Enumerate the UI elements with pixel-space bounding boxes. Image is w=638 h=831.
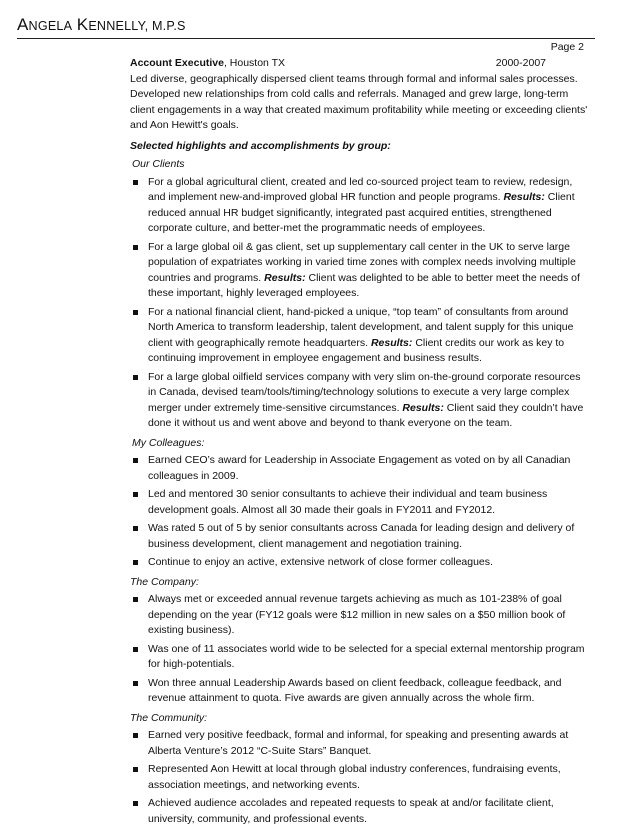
bullet-icon — [133, 801, 138, 806]
results-label: Results: — [370, 336, 413, 349]
bullet-icon — [133, 492, 138, 497]
highlights-heading: Selected highlights and accomplishments by group: — [130, 139, 391, 152]
item-text: For a large global oil & gas client, set up supplementary call center in the UK to serve large population of expatriates working in varied time zones with complex needs involving multiple countries and programs. — [148, 240, 576, 284]
job-title: Account Executive — [130, 57, 224, 69]
group-title-colleagues: My Colleagues: — [132, 436, 205, 449]
colleagues-list — [130, 453, 590, 571]
bullet-icon — [133, 597, 138, 602]
list-item — [130, 175, 590, 237]
list-item — [130, 796, 590, 827]
list-item — [130, 762, 590, 793]
group-title-clients: Our Clients — [132, 158, 185, 170]
item-text: Won three annual Leadership Awards based on client feedback, colleague feedback, and revenue attainment to quota. Five awards are given annually across the whole firm. — [148, 676, 562, 704]
community-list — [130, 728, 590, 827]
results-label: Results: — [402, 401, 444, 414]
bullet-icon — [133, 681, 138, 686]
bullet-icon — [133, 560, 138, 565]
list-item — [130, 676, 590, 707]
bullet-icon — [133, 647, 138, 652]
page-number: Page 2 — [550, 41, 584, 53]
bullet-icon — [133, 733, 138, 738]
item-text: Was one of 11 associates world wide to be selected for a special external mentorship program for high-potentials. — [148, 642, 585, 670]
list-item — [130, 728, 590, 759]
item-text: Always met or exceeded annual revenue targets achieving as much as 101-238% of goal depending on the year (FY12 goals were $12 million in new sales on a $50 million book of existing business). — [148, 593, 566, 636]
list-item — [130, 487, 590, 518]
name-last-initial: K — [76, 15, 89, 34]
company-list — [130, 592, 590, 707]
group-title-community: The Community: — [130, 711, 208, 724]
list-item — [130, 305, 590, 367]
item-text: Continue to enjoy an active, extensive network of close former colleagues. — [148, 556, 493, 568]
name-first-initial: A — [17, 15, 29, 34]
item-text: For a large global oilfield services company with very slim on-the-ground corporate resources in Canada, devised team/tools/timing/technology solutions to execute a very large complex merger under extremely time-sensitive circumstances. — [148, 370, 581, 414]
job-title-line — [130, 56, 285, 72]
job-heading — [130, 56, 546, 72]
item-text: Achieved audience accolades and repeated requests to speak at and/or facilitate client, university, community, and professional events. — [148, 797, 554, 825]
results-label: Results: — [264, 271, 306, 284]
list-item — [130, 642, 590, 673]
results-text: Client reduced annual HR budget significantly, integrated past acquired entities, strengthened corporate culture, and better-met the programmatic needs of employees. — [148, 191, 575, 234]
job-location: , Houston TX — [223, 57, 286, 69]
bullet-icon — [133, 458, 138, 463]
item-text: Earned very positive feedback, formal and informal, for speaking and presenting awards at Alberta Venture’s 2012 “C-Suite Stars” Banquet. — [148, 729, 569, 757]
bullet-icon — [133, 310, 138, 315]
name-last-rest: ENNELLY — [88, 19, 145, 33]
item-text: Earned CEO’s award for Leadership in Associate Engagement as voted on by all Canadian colleagues in 2009. — [148, 454, 571, 482]
name-credential: , M.P.S — [144, 19, 186, 33]
job-description: Led diverse, geographically dispersed client teams through formal and informal sales processes. Developed new relationships from cold calls and referrals. Managed and grew large, long-term client engagements in a way that created maximum profitability while meeting or exceeding clients' and Aon Hewitt's goals. — [130, 72, 588, 131]
bullet-icon — [133, 180, 138, 185]
item-text: Led and mentored 30 senior consultants to achieve their individual and team business development goals. Almost all 30 made their goals in FY2011 and FY2012. — [148, 488, 548, 516]
bullet-icon — [133, 245, 138, 250]
results-text: Client was delighted to be able to better meet the needs of these important, highly leveraged employees. — [148, 271, 580, 299]
resume-body — [130, 56, 590, 831]
item-text: Represented Aon Hewitt at local through global industry conferences, fundraising events, association meetings, and networking events. — [148, 763, 561, 791]
resume-name-header — [17, 15, 186, 35]
list-item — [130, 521, 590, 552]
group-title-company: The Company: — [130, 575, 199, 588]
bullet-icon — [133, 767, 138, 772]
item-text: Was rated 5 out of 5 by senior consultants across Canada for leading design and delivery of business development, client management and negotiation training. — [148, 522, 575, 550]
name-first-rest: NGELA — [28, 19, 73, 33]
item-text: For a global agricultural client, created and led co-sourced project team to review, redesign, and implement new-and-improved global HR function and people programs. — [148, 175, 573, 203]
results-label: Results: — [503, 191, 545, 203]
results-text: Client said they couldn’t have done it without us and went above and beyond to thank everyone on the team. — [148, 401, 584, 429]
job-dates: 2000-2007 — [495, 57, 546, 69]
list-item — [130, 453, 590, 484]
results-text: Client credits our work as key to continuing improvement in employee engagement and business results. — [148, 336, 565, 364]
bullet-icon — [133, 375, 138, 380]
list-item — [130, 240, 590, 302]
bullet-icon — [133, 526, 138, 531]
list-item — [130, 555, 590, 571]
list-item — [130, 592, 590, 639]
clients-list — [130, 175, 590, 432]
item-text: For a national financial client, hand-picked a unique, “top team” of consultants from around North America to transform leadership, talent development, and talent supply for this unique client with geographically remote headquarters. — [148, 305, 574, 349]
header-divider — [17, 38, 595, 39]
list-item — [130, 370, 590, 432]
